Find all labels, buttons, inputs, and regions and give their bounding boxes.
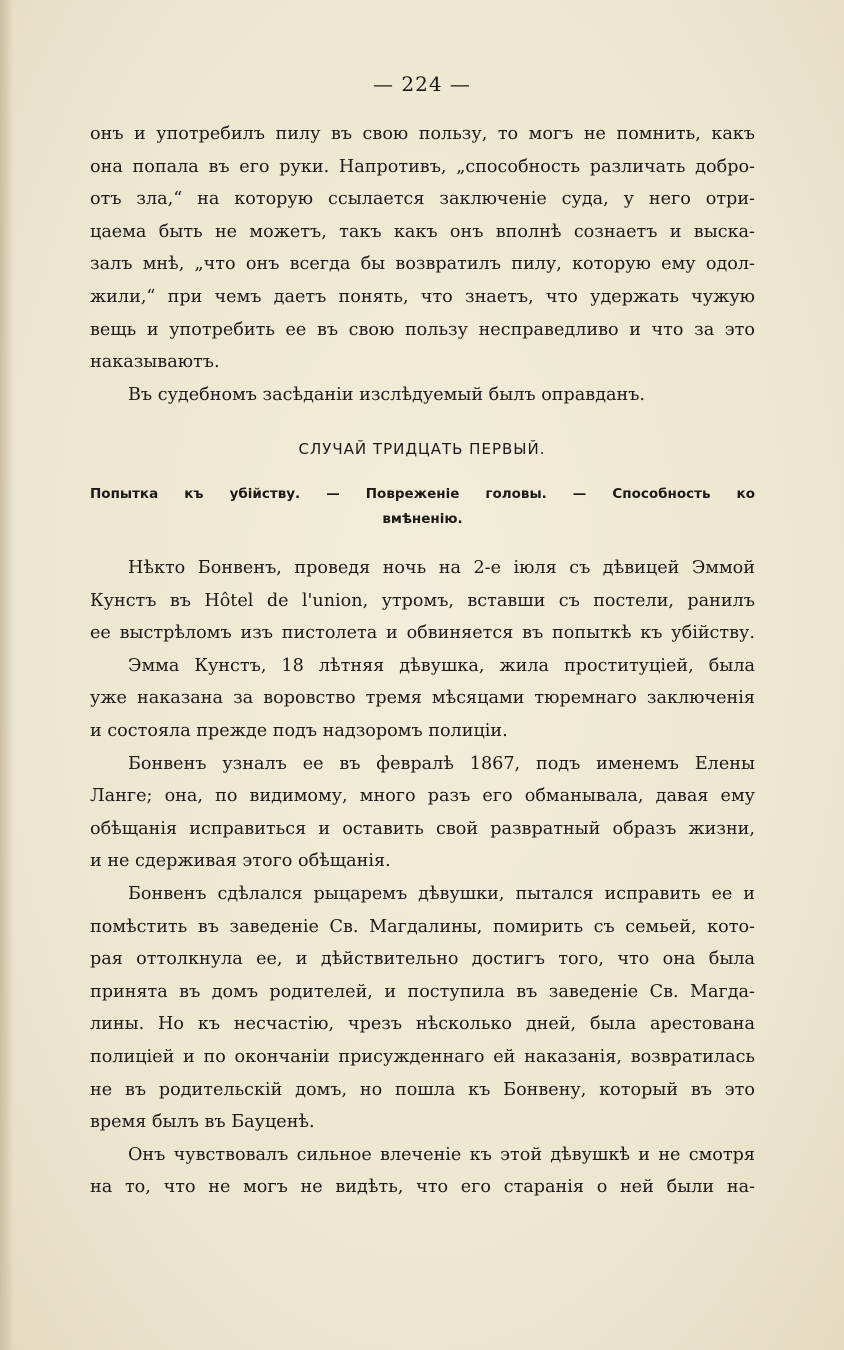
text-line: обѣщанiя исправиться и оставить свой развратный образъ жизни, (90, 818, 755, 839)
text-line: Онъ чувствовалъ сильное влеченiе къ этой дѣвушкѣ и не смотря (128, 1144, 755, 1165)
case-subheading-line: Попытка къ убійству. — Повреженiе головы. — Способность ко (90, 486, 755, 502)
page-edge-shadow (0, 0, 14, 1350)
case-heading: СЛУЧАЙ ТРИДЦАТЬ ПЕРВЫЙ. (298, 440, 546, 458)
text-line: Бонвенъ узналъ ее въ февралѣ 1867, подъ именемъ Елены (128, 753, 755, 774)
text-line: помѣстить въ заведенiе Св. Магдалины, помирить съ семьей, кото- (90, 916, 755, 937)
text-line: Бонвенъ сдѣлался рыцаремъ дѣвушки, пытался исправить ее и (128, 883, 755, 904)
case-body (90, 552, 755, 1204)
text-line: уже наказана за воровство тремя мѣсяцами тюремнаго заключенiя (90, 688, 755, 709)
text-line: полицiей и по окончанiи присужденнаго ей наказанiя, возвратилась (90, 1046, 755, 1067)
text-line: вещь и употребить ее въ свою пользу несправедливо и что за это (90, 319, 755, 340)
text-line: она попала въ его руки. Напротивъ, „способность различать добро- (90, 156, 755, 177)
text-line: Нѣкто Бонвенъ, проведя ночь на 2-е iюля съ дѣвицей Эммой (128, 558, 755, 578)
text-line: время былъ въ Бауценѣ. (90, 1112, 315, 1133)
text-line: жили,“ при чемъ даетъ понять, что знаетъ, что удержать чужую (90, 286, 755, 307)
text-line: залъ мнѣ, „что онъ всегда бы возвратилъ пилу, которую ему одол- (90, 254, 755, 275)
page-number: — 224 — (373, 72, 471, 96)
text-line: на то, что не могъ не видѣть, что его старанiя о ней были на- (90, 1177, 755, 1198)
text-line: не въ родительскiй домъ, но пошла къ Бонвену, который въ это (90, 1079, 755, 1100)
text-line: цаема быть не можетъ, такъ какъ онъ вполнѣ сознаетъ и выска- (90, 221, 755, 242)
text-line: Ланге; она, по видимому, много разъ его обманывала, давая ему (90, 786, 755, 807)
verdict-line: Въ судебномъ засѣданiи изслѣдуемый былъ оправданъ. (128, 384, 646, 405)
text-line: отъ зла,“ на которую ссылается заключенie суда, у него отри- (90, 189, 755, 210)
text-line: лины. Но къ несчастiю, чрезъ нѣсколько дней, была арестована (90, 1014, 755, 1035)
text-line: ее выстрѣломъ изъ пистолета и обвиняется въ попыткѣ къ убійству. (90, 623, 755, 644)
text-line: наказываютъ. (90, 352, 220, 373)
case-subheading-line: вмѣненію. (382, 511, 463, 527)
text-line: принята въ домъ родителей, и поступила въ заведенiе Св. Магда- (90, 981, 755, 1002)
text-line: онъ и употребилъ пилу въ свою пользу, то могъ не помнить, какъ (90, 124, 755, 144)
continued-paragraph (90, 118, 755, 411)
text-line: Кунстъ въ Hôtel de l'union, утромъ, вставши съ постели, ранилъ (90, 590, 755, 611)
text-line: и состояла прежде подъ надзоромъ полицiи. (90, 720, 508, 741)
text-line: рая оттолкнула ее, и дѣйствительно достигъ того, что она была (90, 949, 755, 970)
text-line: и не сдерживая этого обѣщанiя. (90, 851, 391, 872)
case-subheading (90, 482, 755, 532)
text-line: Эмма Кунстъ, 18 лѣтняя дѣвушка, жила проституцiей, была (128, 655, 755, 676)
